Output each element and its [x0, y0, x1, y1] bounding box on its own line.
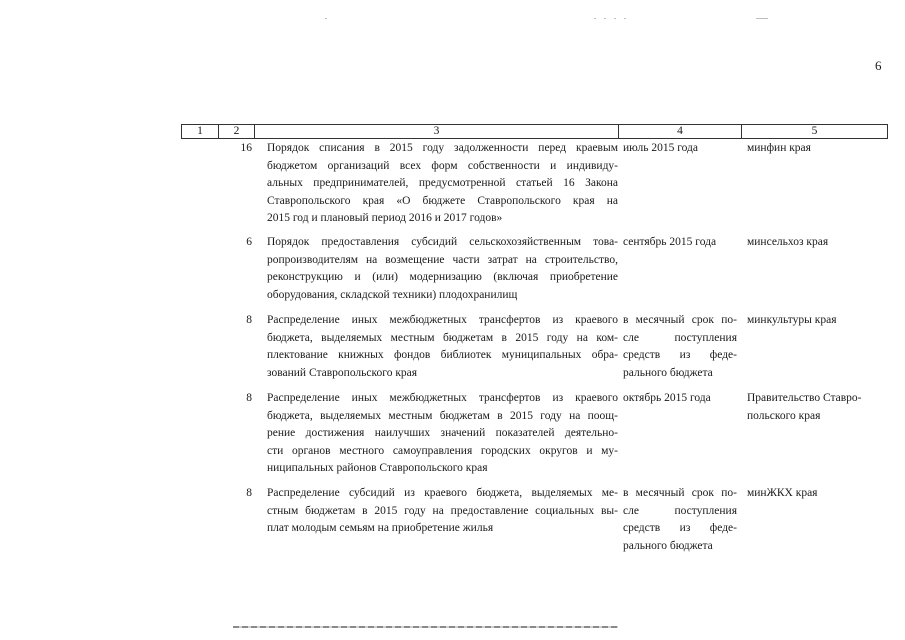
deadline-line: сле поступления — [623, 331, 737, 344]
deadline-line: в месячный срок по- — [623, 314, 737, 326]
header-col-2: 2 — [219, 125, 255, 138]
row-deadline — [623, 312, 737, 382]
description-line: плат молодым семьям на приобретение жилья — [267, 522, 494, 534]
scan-artifact-top-right — [756, 18, 768, 19]
description-line: бюджета, выделяемых местным бюджетам в 2015 году на ком- — [267, 331, 618, 344]
deadline-line: сле поступления — [623, 504, 737, 517]
description-line: Порядок списания в 2015 году задолженности перед краевым — [267, 142, 618, 154]
description-line: рение достижения наилучших значений показателей деятельно- — [267, 427, 618, 439]
header-col-4: 4 — [619, 125, 742, 138]
description-line: Порядок предоставления субсидий сельскохозяйственным това- — [267, 236, 618, 248]
description-line: сти органов местного самоуправления городских округов и му- — [267, 444, 618, 457]
description-line: зований Ставропольского края — [267, 366, 418, 379]
description-line: Распределение субсидий из краевого бюджета, выделяемых ме- — [267, 487, 618, 499]
description-line: плектование книжных фондов библиотек муниципальных обра- — [267, 349, 618, 361]
row-number: 16 — [240, 142, 252, 154]
row-description — [267, 234, 618, 304]
row-number: 8 — [246, 314, 252, 326]
row-responsible — [747, 312, 885, 330]
deadline-line: октябрь 2015 года — [623, 392, 711, 404]
description-line: оборудования, складской техники) плодохранилищ — [267, 288, 518, 301]
description-line: бюджета, выделяемых местным бюджетам в 2015 году на поощ- — [267, 409, 618, 422]
header-col-1: 1 — [182, 125, 219, 138]
row-deadline — [623, 234, 737, 252]
row-number: 8 — [246, 392, 252, 404]
description-line: Ставропольского края «О бюджете Ставропольского края на — [267, 194, 618, 207]
scan-artifact-top-left — [325, 18, 327, 19]
deadline-line: в месячный срок по- — [623, 487, 737, 499]
header-col-3: 3 — [255, 125, 619, 138]
description-line: бюджетом организаций всех форм собственности и индивиду- — [267, 159, 618, 172]
description-line: реконструкцию и (или) модернизацию (включая приобретение — [267, 271, 618, 283]
header-col-5: 5 — [811, 125, 818, 137]
row-number: 8 — [246, 487, 252, 499]
row-deadline — [623, 485, 737, 555]
responsible-line: минЖКХ края — [747, 487, 818, 499]
row-description — [267, 312, 618, 382]
description-line: ниципальных районов Ставропольского края — [267, 462, 488, 474]
deadline-line: июль 2015 года — [623, 142, 698, 154]
responsible-line: минфин края — [747, 142, 811, 154]
scan-artifact-bottom — [233, 626, 618, 628]
row-description — [267, 140, 618, 228]
responsible-line: польского края — [747, 409, 821, 422]
description-line: Распределение иных межбюджетных трансфертов из краевого — [267, 392, 618, 404]
row-deadline — [623, 390, 737, 408]
deadline-line: рального бюджета — [623, 539, 713, 552]
row-deadline — [623, 140, 737, 158]
description-line: альных предпринимателей, предусмотренной статьей 16 Закона — [267, 177, 618, 189]
row-description — [267, 485, 618, 538]
responsible-line: минсельхоз края — [747, 236, 829, 248]
responsible-line: Правительство Ставро- — [747, 392, 862, 404]
deadline-line: рального бюджета — [623, 366, 713, 379]
deadline-line: средств из феде- — [623, 349, 737, 361]
row-responsible — [747, 390, 885, 425]
table-header-row — [181, 124, 888, 139]
description-line: стным бюджетам в 2015 году на предоставление социальных вы- — [267, 504, 618, 517]
responsible-line: минкультуры края — [747, 314, 837, 326]
row-responsible — [747, 234, 885, 252]
description-line: 2015 год и плановый период 2016 и 2017 годов» — [267, 212, 503, 224]
page-number: 6 — [875, 58, 882, 73]
row-number: 6 — [246, 236, 252, 248]
row-responsible — [747, 485, 885, 503]
deadline-line: средств из феде- — [623, 522, 737, 534]
row-description — [267, 390, 618, 478]
row-responsible — [747, 140, 885, 158]
description-line: Распределение иных межбюджетных трансфертов из краевого — [267, 314, 618, 326]
deadline-line: сентябрь 2015 года — [623, 236, 717, 248]
scan-artifact-top-mid — [594, 18, 634, 19]
description-line: ропроизводителям на возмещение части затрат на строительство, — [267, 253, 618, 266]
